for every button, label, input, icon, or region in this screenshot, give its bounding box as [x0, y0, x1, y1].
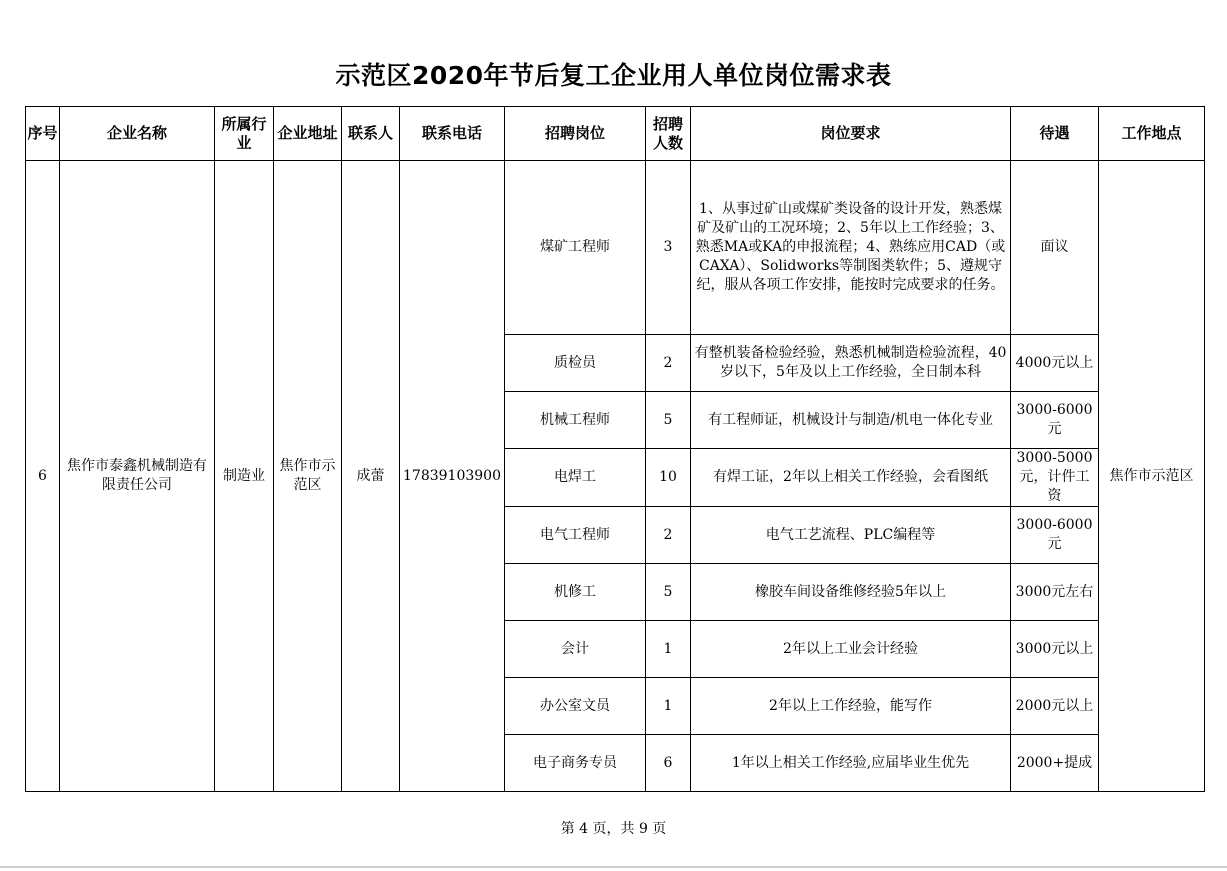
header-row: [26, 107, 1205, 161]
header-company: 企业名称: [60, 107, 215, 161]
job-requirements-table: [25, 106, 1205, 792]
cell-salary: 3000-6000元: [1011, 507, 1099, 564]
cell-position: 机械工程师: [505, 392, 646, 449]
cell-requirements: 有工程师证，机械设计与制造/机电一体化专业: [691, 392, 1011, 449]
cell-contact: 成蕾: [342, 161, 400, 792]
cell-position: 煤矿工程师: [505, 161, 646, 335]
cell-requirements: 有焊工证，2年以上相关工作经验，会看图纸: [691, 449, 1011, 507]
cell-industry: 制造业: [215, 161, 274, 792]
cell-seq: 6: [26, 161, 60, 792]
header-salary: 待遇: [1011, 107, 1099, 161]
page-number: 第 4 页，共 9 页: [560, 821, 667, 837]
cell-position: 电气工程师: [505, 507, 646, 564]
cell-requirements: 2年以上工作经验，能写作: [691, 678, 1011, 735]
cell-position: 办公室文员: [505, 678, 646, 735]
header-contact: 联系人: [342, 107, 400, 161]
cell-count: 10: [646, 449, 691, 507]
cell-requirements: 1年以上相关工作经验,应届毕业生优先: [691, 735, 1011, 792]
cell-position: 会计: [505, 621, 646, 678]
cell-position: 机修工: [505, 564, 646, 621]
header-phone: 联系电话: [400, 107, 505, 161]
cell-count: 3: [646, 161, 691, 335]
header-requirements: 岗位要求: [691, 107, 1011, 161]
cell-salary: 3000元以上: [1011, 621, 1099, 678]
document-title: 示范区2020年节后复工企业用人单位岗位需求表: [335, 61, 892, 90]
cell-salary: 3000-5000元，计件工资: [1011, 449, 1099, 507]
cell-salary: 3000元左右: [1011, 564, 1099, 621]
cell-salary: 2000元以上: [1011, 678, 1099, 735]
header-location: 工作地点: [1099, 107, 1205, 161]
cell-requirements: 橡胶车间设备维修经验5年以上: [691, 564, 1011, 621]
page-divider: [0, 866, 1227, 868]
cell-requirements: 1、从事过矿山或煤矿类设备的设计开发，熟悉煤矿及矿山的工况环境；2、5年以上工作经验；3、熟悉MA或KA的申报流程；4、熟练应用CAD（或CAXA）、Solidworks等制图类软件；5、遵规守纪，服从各项工作安排，能按时完成要求的任务。: [691, 161, 1011, 335]
header-count: 招聘人数: [646, 107, 691, 161]
cell-location: 焦作市示范区: [1099, 161, 1205, 792]
cell-phone: 17839103900: [400, 161, 505, 792]
cell-position: 电子商务专员: [505, 735, 646, 792]
cell-count: 2: [646, 335, 691, 392]
cell-count: 2: [646, 507, 691, 564]
cell-salary: 3000-6000元: [1011, 392, 1099, 449]
cell-salary: 4000元以上: [1011, 335, 1099, 392]
cell-count: 5: [646, 392, 691, 449]
cell-salary: 面议: [1011, 161, 1099, 335]
cell-count: 1: [646, 621, 691, 678]
cell-count: 6: [646, 735, 691, 792]
cell-requirements: 2年以上工业会计经验: [691, 621, 1011, 678]
cell-count: 1: [646, 678, 691, 735]
header-seq: 序号: [26, 107, 60, 161]
cell-company: 焦作市泰鑫机械制造有限责任公司: [60, 161, 215, 792]
cell-count: 5: [646, 564, 691, 621]
header-position: 招聘岗位: [505, 107, 646, 161]
header-industry: 所属行业: [215, 107, 274, 161]
cell-position: 电焊工: [505, 449, 646, 507]
cell-salary: 2000+提成: [1011, 735, 1099, 792]
cell-requirements: 有整机装备检验经验，熟悉机械制造检验流程，40岁以下，5年及以上工作经验，全日制本科: [691, 335, 1011, 392]
cell-position: 质检员: [505, 335, 646, 392]
table-row: [26, 161, 1205, 335]
header-address: 企业地址: [274, 107, 342, 161]
cell-requirements: 电气工艺流程、PLC编程等: [691, 507, 1011, 564]
cell-address: 焦作市示范区: [274, 161, 342, 792]
